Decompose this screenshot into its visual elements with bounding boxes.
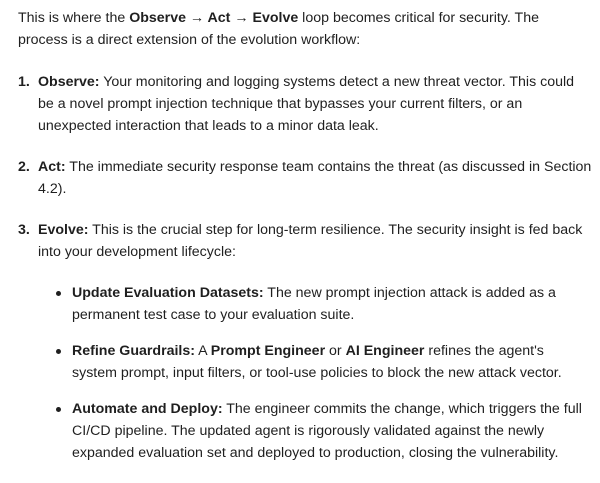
sub-item-description-part-1: A: [195, 343, 211, 359]
step-text: [38, 156, 592, 200]
sub-item-description: The new prompt injection attack is added as a permanent test case to your evaluation suite.: [72, 285, 556, 323]
sub-item-title: Automate and Deploy:: [72, 401, 223, 417]
role-ai-engineer: AI Engineer: [345, 343, 425, 359]
intro-observe: Observe: [129, 10, 186, 26]
step-description: This is the crucial step for long-term resilience. The security insight is fed back into your development lifecycle:: [38, 222, 583, 260]
intro-arrow-1: →: [185, 10, 208, 26]
step-observe: [18, 71, 592, 137]
step-description: The immediate security response team contains the threat (as discussed in Section 4.2).: [38, 159, 592, 197]
evolve-sub-list: [38, 282, 592, 464]
step-description: Your monitoring and logging systems detect a new threat vector. This could be a novel prompt injection technique that bypasses your current filters, or an unexpected interaction that leads to a minor data leak.: [38, 74, 575, 134]
step-title: Observe:: [38, 74, 100, 90]
intro-arrow-2: →: [230, 10, 253, 26]
steps-list: [18, 71, 592, 464]
step-text: [38, 219, 592, 263]
sub-item-update-evaluation-datasets: [38, 282, 592, 326]
sub-item-description: The engineer commits the change, which triggers the full CI/CD pipeline. The updated agent is rigorously validated against the newly expanded evaluation set and deployed to production, closing the vulnerability.: [72, 401, 582, 461]
bullet-icon: [56, 407, 61, 412]
sub-item-title: Refine Guardrails:: [72, 343, 195, 359]
bullet-icon: [56, 291, 61, 296]
step-number: 2.: [18, 159, 30, 175]
document-body: [18, 7, 592, 483]
intro-text-2: loop becomes critical for security. The process is a direct extension of the evolution workflow:: [18, 10, 539, 48]
step-text: [38, 71, 592, 137]
step-number: 3.: [18, 222, 30, 238]
sub-item-text: [72, 398, 592, 464]
step-title: Evolve:: [38, 222, 89, 238]
sub-item-description-part-3: refines the agent's system prompt, input filters, or tool-use policies to block the new attack vector.: [72, 343, 562, 381]
intro-paragraph: [18, 7, 592, 51]
sub-item-text: [72, 340, 592, 384]
sub-item-text: [72, 282, 592, 326]
intro-text-1: This is where the: [18, 10, 130, 26]
intro-act: Act: [207, 10, 231, 26]
sub-item-description-part-2: or: [325, 343, 346, 359]
sub-item-automate-and-deploy: [38, 398, 592, 464]
step-act: [18, 156, 592, 200]
step-title: Act:: [38, 159, 66, 175]
step-number: 1.: [18, 74, 30, 90]
sub-item-title: Update Evaluation Datasets:: [72, 285, 264, 301]
role-prompt-engineer: Prompt Engineer: [210, 343, 326, 359]
sub-item-refine-guardrails: [38, 340, 592, 384]
bullet-icon: [56, 349, 61, 354]
intro-evolve: Evolve: [252, 10, 299, 26]
step-evolve: [18, 219, 592, 464]
